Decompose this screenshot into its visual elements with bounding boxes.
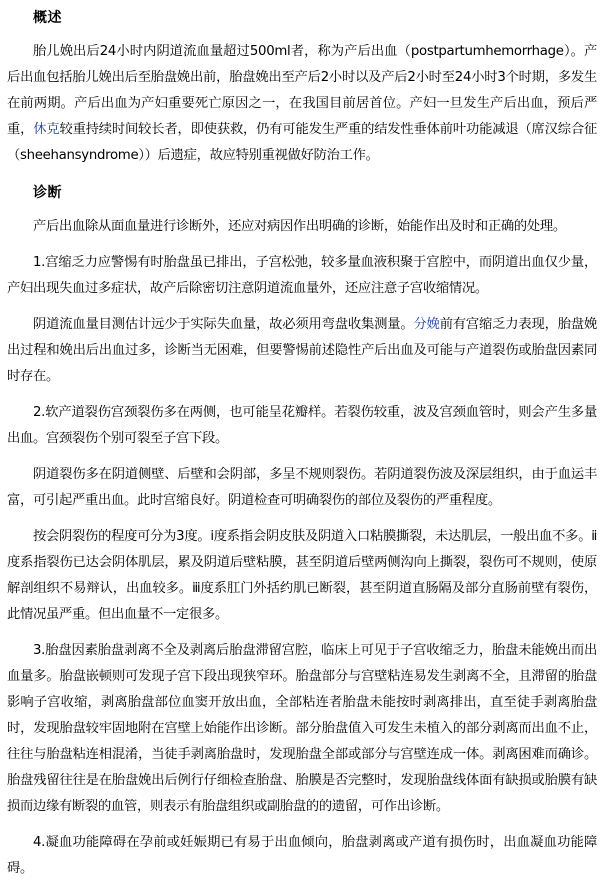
overview-paragraph xyxy=(7,39,597,169)
diagnosis-paragraph-uterine-atony: 1.宫缩乏力应警惕有时胎盘虽已排出，子宫松弛，较多量血液积聚于宫腔中，而阴道出血仅少量，产妇出现失血过多症状，故产后除密切注意阴道流血量外，还应注意子宫收缩情况。 xyxy=(7,255,597,296)
section-heading-overview: 概述 xyxy=(33,10,62,26)
link-delivery[interactable]: 分娩 xyxy=(413,317,440,332)
diagnosis-paragraph-vaginal-laceration: 阴道裂伤多在阴道侧壁、后壁和会阴部，多呈不规则裂伤。若阴道裂伤波及深层组织，由于血运丰富，可引起严重出血。此时宫缩良好。阴道检查可明确裂伤的部位及裂伤的严重程度。 xyxy=(7,467,597,508)
section-heading-diagnosis: 诊断 xyxy=(33,185,62,201)
text-segment: 较重持续时间较长者，即使获救，仍有可能发生严重的结发性垂体前叶功能减退（席汉综合征（sheehansyndrome））后遗症，故应特别重视做好防治工作。 xyxy=(7,122,597,163)
diagnosis-paragraph-placental-factors: 3.胎盘因素胎盘剥离不全及剥离后胎盘滞留宫腔，临床上可见于子宫收缩乏力，胎盘未能娩出而出血量多。胎盘嵌顿则可发现子宫下段出现狭窄环。胎盘部分与宫壁粘连易发生剥离不全，且滞留的胎盘影响子宫收缩，剥离胎盘部位血窦开放出血，全部粘连者胎盘未能按时剥离排出，直至徒手剥离胎盘时，发现胎盘较牢固地附在宫壁上始能作出诊断。部分胎盘值入可发生未植入的部分剥离而出血不止，往往与胎盘粘连相混淆，当徒手剥离胎盘时，发现胎盘全部或部分与宫壁连成一体。剥离困难而确诊。胎盘残留往往是在胎盘娩出后例行仔细检查胎盘、胎膜是否完整时，发现胎盘线体面有缺损或胎膜有缺损而边缘有断裂的血管，则表示有胎盘组织或副胎盘的的遗留，可作出诊断。 xyxy=(7,643,597,814)
diagnosis-paragraph-perineal-degrees: 按会阴裂伤的程度可分为3度。ⅰ度系指会阴皮肤及阴道入口粘膜撕裂，未达肌层，一般出血不多。ⅱ度系指裂伤已达会阴体肌层，累及阴道后壁粘膜，甚至阴道后壁两侧沟向上撕裂，裂伤可不规则，使原解剖组织不易辩认，出血较多。ⅲ度系肛门外括约肌已断裂，甚至阴道直肠隔及部分直肠前壁有裂伤，此情况虽严重。但出血量不一定很多。 xyxy=(7,529,597,622)
text-segment: 胎儿娩出后24小时内阴道流血量超过500ml者，称为产后出血（postpartumhemorrhage）。产后出血包括胎儿娩出后至胎盘娩出前，胎盘娩出至产后2小时以及产后2小时至24小时3个时期，多发生在前两期。产后出血为产妇重要死亡原因之一，在我国目前居首位。产妇一旦发生产后出血，预后严重， xyxy=(7,44,597,137)
diagnosis-paragraph-coagulation: 4.凝血功能障碍在孕前或妊娠期已有易于出血倾向，胎盘剥离或产道有损伤时，出血凝血功能障碍。 xyxy=(7,835,597,876)
text-segment: 前有宫缩乏力表现，胎盘娩出过程和娩出后出血过多，诊断当无困难，但要警惕前述隐性产后出血及可能与产道裂伤或胎盘因素同时存在。 xyxy=(7,317,597,384)
text-segment: 阴道流血量目测估计远少于实际失血量，故必须用弯盘收集测量。 xyxy=(33,317,414,332)
diagnosis-paragraph-blood-measurement xyxy=(7,312,597,390)
diagnosis-paragraph-cervical-laceration: 2.软产道裂伤宫颈裂伤多在两侧，也可能呈花瓣样。若裂伤较重，波及宫颈血管时，则会产生多量出血。宫颈裂伤个别可裂至子宫下段。 xyxy=(7,405,597,446)
link-shock[interactable]: 休克 xyxy=(33,122,60,137)
diagnosis-paragraph-intro: 产后出血除从面血量进行诊断外，还应对病因作出明确的诊断，始能作出及时和正确的处理。 xyxy=(33,219,566,234)
